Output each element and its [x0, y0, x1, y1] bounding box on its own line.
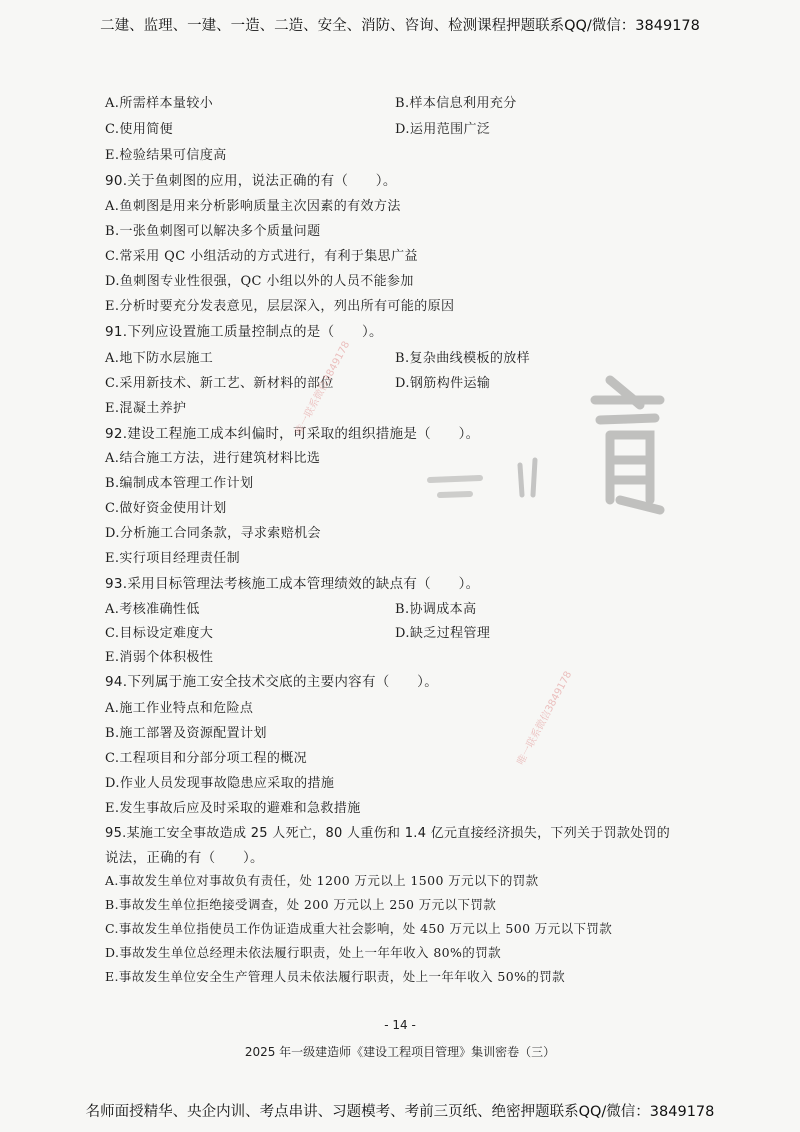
q91-stem: 91.下列应设置施工质量控制点的是（ ）。 — [105, 324, 383, 340]
bottom-banner: 名师面授精华、央企内训、考点串讲、习题模考、考前三页纸、绝密押题联系QQ/微信：3849178 — [85, 1104, 715, 1120]
q93-option-b: B.协调成本高 — [395, 602, 477, 617]
q90-option-d: D.鱼刺图专业性很强，QC 小组以外的人员不能参加 — [105, 274, 414, 289]
q93-option-e: E.消弱个体积极性 — [105, 650, 214, 665]
page-number: - 14 - — [384, 1018, 416, 1032]
q91-option-d: D.钢筋构件运输 — [395, 376, 491, 391]
q94-option-e: E.发生事故后应及时采取的避难和急救措施 — [105, 801, 361, 816]
q94-option-d: D.作业人员发现事故隐患应采取的措施 — [105, 776, 335, 791]
watermark-text: 唯一联系微信3849178 — [515, 669, 575, 768]
document-title-footer: 2025 年一级建造师《建设工程项目管理》集训密卷（三） — [244, 1045, 556, 1059]
q91-option-a: A.地下防水层施工 — [105, 351, 214, 366]
q95-option-d: D.事故发生单位总经理未依法履行职责，处上一年年收入 80%的罚款 — [105, 945, 502, 960]
q92-option-c: C.做好资金使用计划 — [105, 501, 227, 516]
q93-option-a: A.考核准确性低 — [105, 602, 200, 617]
watermark-text: 唯一联系微信3849178 — [293, 339, 353, 438]
q90-option-b: B.一张鱼刺图可以解决多个质量问题 — [105, 224, 321, 239]
q89-option-a: A.所需样本量较小 — [105, 96, 214, 111]
q93-option-d: D.缺乏过程管理 — [395, 626, 491, 641]
q89-option-c: C.使用简便 — [105, 122, 174, 137]
q89-option-d: D.运用范围广泛 — [395, 122, 491, 137]
q95-option-b: B.事故发生单位拒绝接受调查，处 200 万元以上 250 万元以下罚款 — [105, 897, 497, 912]
q95-stem-line1: 95.某施工安全事故造成 25 人死亡，80 人重伤和 1.4 亿元直接经济损失，下列关于罚款处罚的 — [105, 826, 671, 841]
q90-option-c: C.常采用 QC 小组活动的方式进行，有利于集思广益 — [105, 249, 418, 264]
q90-option-a: A.鱼刺图是用来分析影响质量主次因素的有效方法 — [105, 199, 401, 214]
q89-option-e: E.检验结果可信度高 — [105, 148, 227, 163]
q91-option-e: E.混凝土养护 — [105, 401, 187, 416]
q95-stem-line2: 说法，正确的有（ ）。 — [105, 850, 264, 866]
q92-stem: 92.建设工程施工成本纠偏时，可采取的组织措施是（ ）。 — [105, 426, 480, 442]
q93-option-c: C.目标设定难度大 — [105, 626, 214, 641]
q94-stem: 94.下列属于施工安全技术交底的主要内容有（ ）。 — [105, 674, 439, 690]
q95-option-e: E.事故发生单位安全生产管理人员未依法履行职责，处上一年年收入 50%的罚款 — [105, 969, 566, 984]
q90-stem: 90.关于鱼刺图的应用，说法正确的有（ ）。 — [105, 173, 397, 189]
q91-option-b: B.复杂曲线模板的放样 — [395, 351, 531, 366]
q95-option-a: A.事故发生单位对事故负有责任，处 1200 万元以上 1500 万元以下的罚款 — [105, 873, 539, 888]
q94-option-a: A.施工作业特点和危险点 — [105, 701, 254, 716]
q93-stem: 93.采用目标管理法考核施工成本管理绩效的缺点有（ ）。 — [105, 576, 480, 592]
q92-option-a: A.结合施工方法，进行建筑材料比选 — [105, 451, 321, 466]
q94-option-c: C.工程项目和分部分项工程的概况 — [105, 751, 308, 766]
q92-option-d: D.分析施工合同条款，寻求索赔机会 — [105, 526, 321, 541]
q89-option-b: B.样本信息利用充分 — [395, 96, 517, 111]
q95-option-c: C.事故发生单位指使员工作伪证造成重大社会影响，处 450 万元以上 500 万元以下罚款 — [105, 921, 613, 936]
q90-option-e: E.分析时要充分发表意见，层层深入，列出所有可能的原因 — [105, 299, 455, 314]
ink-stamp-graphic — [410, 360, 670, 530]
top-banner: 二建、监理、一建、一造、二造、安全、消防、咨询、检测课程押题联系QQ/微信：3849178 — [100, 18, 700, 34]
q91-option-c: C.采用新技术、新工艺、新材料的部位 — [105, 376, 334, 391]
q92-option-e: E.实行项目经理责任制 — [105, 551, 241, 566]
q94-option-b: B.施工部署及资源配置计划 — [105, 726, 267, 741]
q92-option-b: B.编制成本管理工作计划 — [105, 476, 254, 491]
